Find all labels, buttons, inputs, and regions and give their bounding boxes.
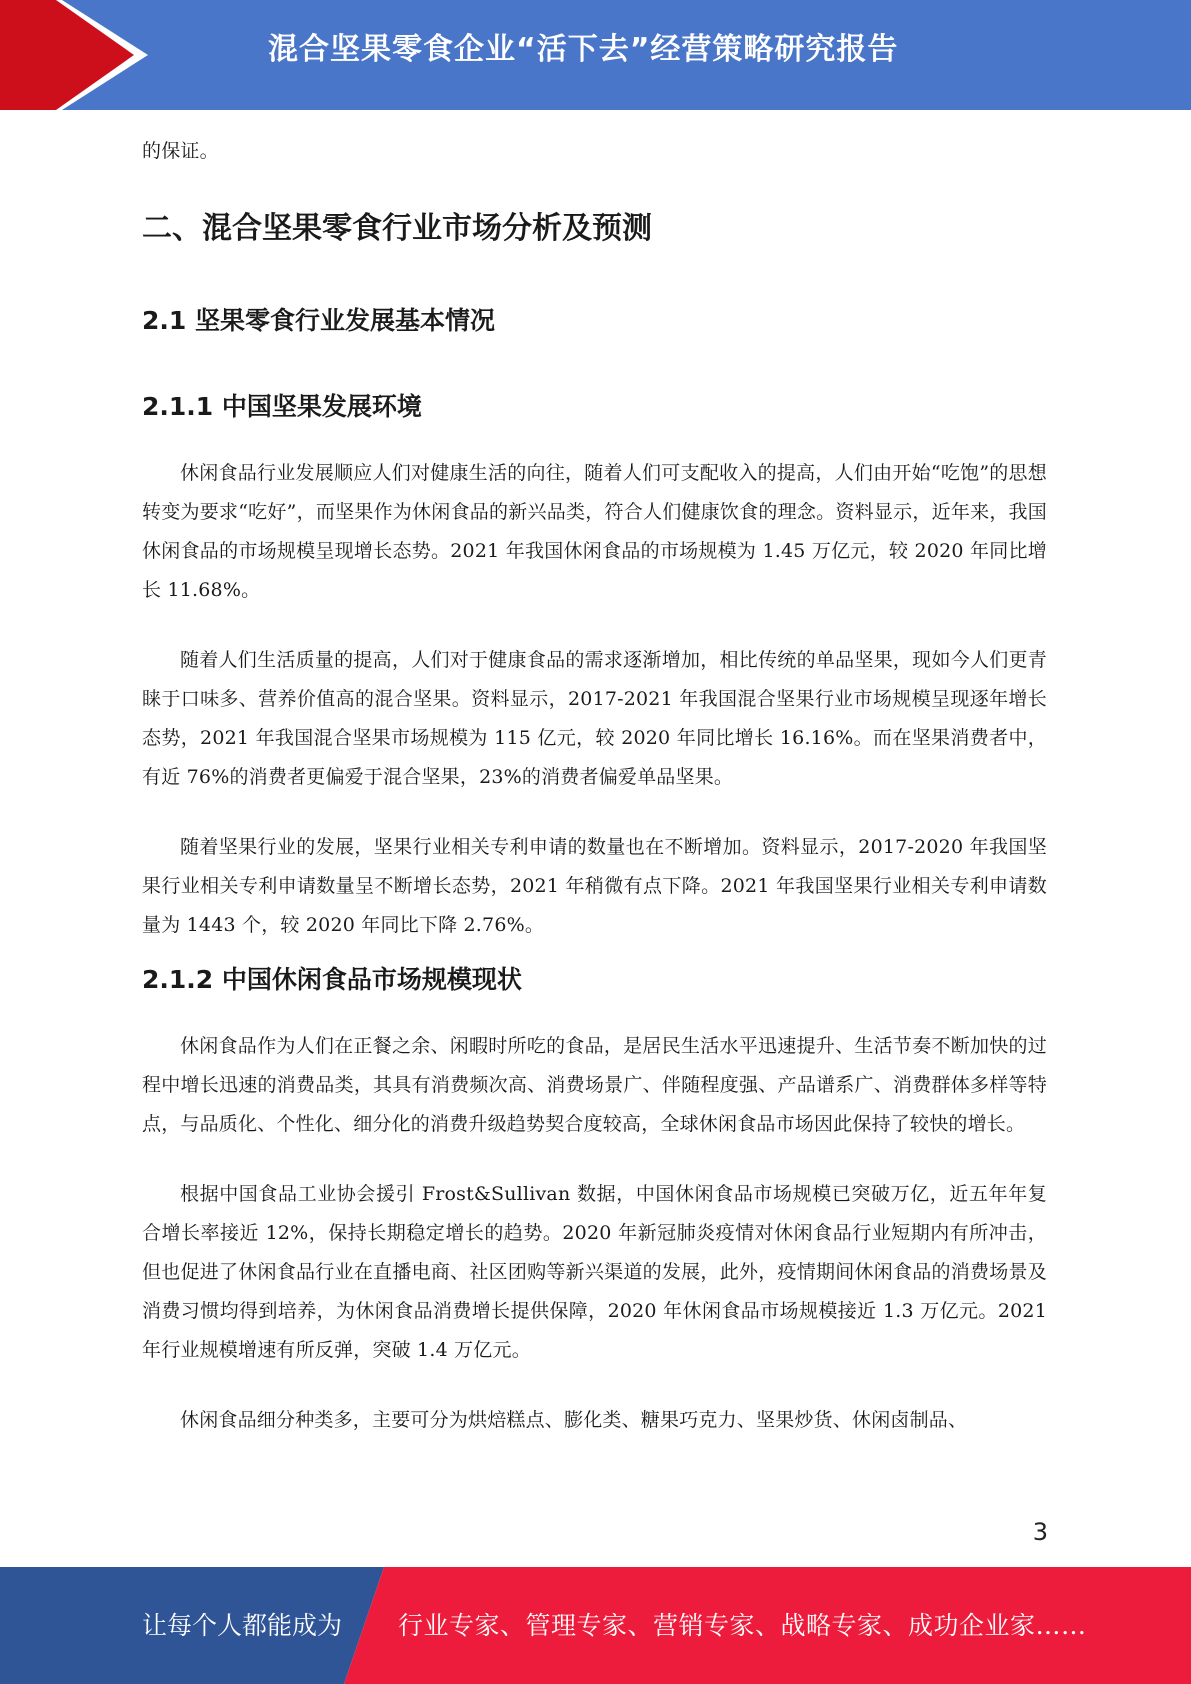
paragraph: 根据中国食品工业协会援引 Frost&Sullivan 数据，中国休闲食品市场规模已突破万亿，近五年年复合增长率接近 12%，保持长期稳定增长的趋势。2020 年新冠肺炎疫情对休闲食品行业短期内有所冲击，但也促进了休闲食品行业在直播电商、社区团购等新兴渠道的发展，此外，疫情期间休闲食品的消费场景及消费习惯均得到培养，为休闲食品消费增长提供保障，2020 年休闲食品市场规模接近 1.3 万亿元。2021 年行业规模增速有所反弹，突破 1.4 万亿元。 (142, 1183, 1047, 1361)
continuation-text: 的保证。 (142, 140, 219, 162)
footer-slogan-left: 让每个人都能成为 (142, 1611, 343, 1640)
page-content (142, 132, 1047, 1440)
subsubsection-heading-1: 2.1.1 中国坚果发展环境 (142, 392, 422, 421)
paragraph: 休闲食品行业发展顺应人们对健康生活的向往，随着人们可支配收入的提高，人们由开始“吃饱”的思想转变为要求“吃好”，而坚果作为休闲食品的新兴品类，符合人们健康饮食的理念。资料显示，近年来，我国休闲食品的市场规模呈现增长态势。2021 年我国休闲食品的市场规模为 1.45 万亿元，较 2020 年同比增长 11.68%。 (142, 462, 1047, 601)
paragraph: 休闲食品细分种类多，主要可分为烘焙糕点、膨化类、糖果巧克力、坚果炒货、休闲卤制品、 (180, 1409, 968, 1431)
report-title: 混合坚果零食企业“活下去”经营策略研究报告 (268, 32, 899, 67)
red-chevron-icon (0, 0, 160, 110)
page-number: 3 (1032, 1518, 1048, 1546)
paragraph: 休闲食品作为人们在正餐之余、闲暇时所吃的食品，是居民生活水平迅速提升、生活节奏不断加快的过程中增长迅速的消费品类，其具有消费频次高、消费场景广、伴随程度强、产品谱系广、消费群体多样等特点，与品质化、个性化、细分化的消费升级趋势契合度较高，全球休闲食品市场因此保持了较快的增长。 (142, 1035, 1047, 1135)
paragraph: 随着人们生活质量的提高，人们对于健康食品的需求逐渐增加，相比传统的单品坚果，现如今人们更青睐于口味多、营养价值高的混合坚果。资料显示，2017-2021 年我国混合坚果行业市场规模呈现逐年增长态势，2021 年我国混合坚果市场规模为 115 亿元，较 2020 年同比增长 16.16%。而在坚果消费者中，有近 76%的消费者更偏爱于混合坚果，23%的消费者偏爱单品坚果。 (142, 649, 1047, 788)
footer-slogan-right: 行业专家、管理专家、营销专家、战略专家、成功企业家…… (398, 1611, 1087, 1640)
paragraph: 随着坚果行业的发展，坚果行业相关专利申请的数量也在不断增加。资料显示，2017-2020 年我国坚果行业相关专利申请数量呈不断增长态势，2021 年稍微有点下降。2021 年我国坚果行业相关专利申请数量为 1443 个，较 2020 年同比下降 2.76%。 (142, 836, 1047, 936)
footer-banner (0, 1567, 1191, 1684)
subsubsection-heading-2: 2.1.2 中国休闲食品市场规模现状 (142, 965, 522, 994)
section-heading: 二、混合坚果零食行业市场分析及预测 (142, 211, 652, 246)
subsection-heading: 2.1 坚果零食行业发展基本情况 (142, 306, 495, 335)
header-banner (0, 0, 1191, 110)
